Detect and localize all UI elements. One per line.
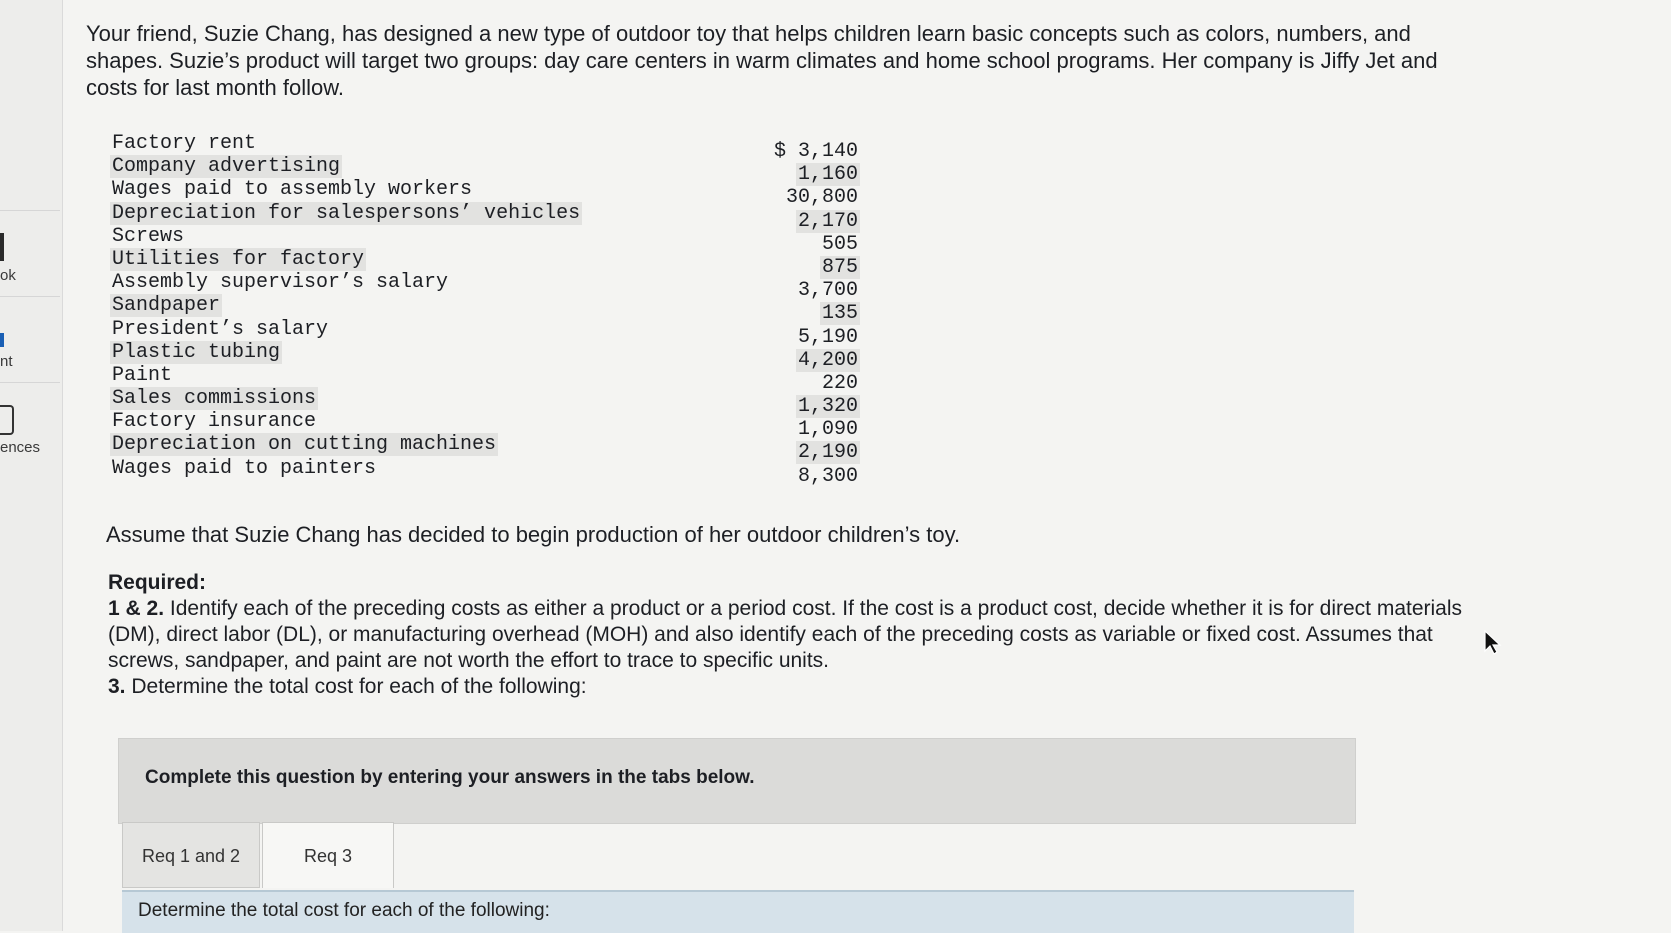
cost-amount: 1,090 [797, 418, 858, 442]
cost-amount: 1,320 [797, 395, 858, 419]
cost-amount: 5,190 [797, 325, 858, 349]
cost-row [110, 132, 860, 163]
cost-amount: 875 [821, 255, 858, 279]
cost-row [110, 178, 860, 210]
sidebar-item-references[interactable] [0, 382, 60, 469]
cost-name: Depreciation on cutting machines [112, 433, 497, 457]
sidebar-item-label: ences [0, 439, 41, 456]
cost-row [110, 363, 860, 395]
cost-name: Factory insurance [112, 410, 317, 434]
cost-amount: 4,200 [797, 348, 858, 372]
instruction-box [118, 738, 1356, 824]
cost-name: President’s salary [112, 317, 329, 341]
cost-name: Sandpaper [112, 294, 221, 318]
cost-name: Wages paid to painters [112, 456, 377, 480]
sidebar-item-label: ok [0, 267, 16, 284]
cost-name: Company advertising [112, 155, 341, 179]
cost-amount: 8,300 [797, 464, 858, 488]
requirement-text: Identify each of the preceding costs as either a product or a period cost. If the cost is a product cost, decide whether it is for direct materials (DM), direct labor (DL), or manufacturing overhead (MOH) and also identify each of the preceding costs as variable or fixed cost. Assumes that screws, sandpaper, and paint are not worth the effort to trace to specific units. [108, 597, 1463, 672]
cost-name: Plastic tubing [112, 340, 281, 364]
cost-name: Paint [112, 363, 173, 387]
cost-amount: 2,170 [797, 209, 858, 233]
problem-intro: Your friend, Suzie Chang, has designed a new type of outdoor toy that helps children learn basic concepts such as colors, numbers, and shapes. Suzie’s product will target two groups: day care centers in warm climates and home school programs. Her company is Jiffy Jet and costs for last month follow. [86, 21, 1438, 100]
answer-panel-text: Determine the total cost for each of the following: [138, 900, 550, 921]
cost-name: Screws [112, 224, 185, 248]
cost-row [110, 317, 860, 349]
tab-req-1-and-2[interactable]: Req 1 and 2 [122, 822, 260, 888]
cost-amount: 505 [821, 232, 858, 256]
references-icon [0, 405, 14, 435]
cost-row [110, 340, 860, 372]
cost-name: Sales commissions [112, 387, 317, 411]
cost-row [110, 224, 860, 256]
cost-row [110, 155, 860, 187]
cost-row [110, 271, 860, 303]
required-heading: Required: [108, 571, 207, 594]
cost-row [110, 247, 860, 279]
cost-amount: 220 [821, 371, 858, 395]
answer-panel [122, 890, 1354, 933]
cost-amount: 2,190 [797, 441, 858, 465]
assumption-text: Assume that Suzie Chang has decided to begin production of her outdoor children’s toy. [106, 522, 961, 547]
cost-row [110, 201, 860, 233]
requirement-1-2 [108, 596, 1468, 674]
cost-row [110, 456, 860, 488]
cost-row [110, 433, 860, 465]
cost-row [110, 410, 860, 442]
cost-row [110, 294, 860, 326]
requirement-number: 3. [108, 675, 126, 698]
required-section [108, 570, 1468, 700]
cost-amount: 1,160 [797, 163, 858, 187]
sidebar-item-print[interactable] [0, 296, 60, 383]
cost-name: Assembly supervisor’s salary [112, 271, 449, 295]
mouse-cursor-icon [1483, 630, 1503, 656]
cost-name: Wages paid to assembly workers [112, 178, 473, 202]
requirement-3 [108, 674, 1468, 700]
cost-name: Factory rent [112, 132, 257, 155]
requirement-number: 1 & 2. [108, 597, 165, 620]
instruction-text: Complete this question by entering your answers in the tabs below. [145, 767, 755, 788]
cost-amount: 3,700 [797, 279, 858, 303]
sidebar-item-label: nt [0, 353, 13, 370]
cost-row [110, 387, 860, 419]
cost-amount: 30,800 [785, 186, 858, 210]
print-icon [0, 333, 4, 347]
tab-req-3[interactable]: Req 3 [262, 822, 394, 888]
cost-name: Utilities for factory [112, 247, 365, 271]
sidebar-item-book[interactable] [0, 210, 60, 297]
cost-name: Depreciation for salespersons’ vehicles [112, 201, 581, 225]
left-sidebar [0, 0, 63, 931]
cost-table [110, 132, 860, 488]
cost-amount: 135 [821, 302, 858, 326]
requirement-text: Determine the total cost for each of the following: [125, 675, 587, 698]
cost-amount: $ 3,140 [773, 140, 858, 163]
book-icon [0, 233, 4, 261]
